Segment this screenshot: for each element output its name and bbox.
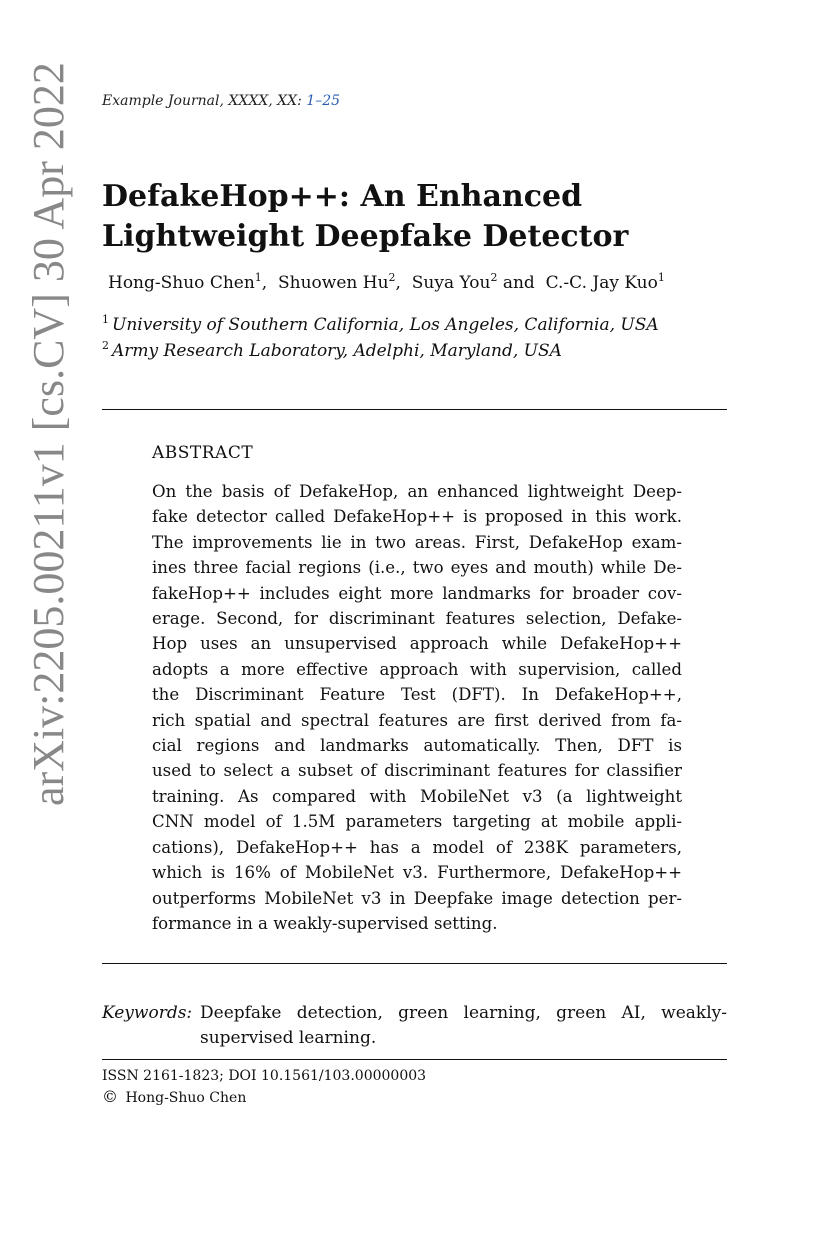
abstract-line: rich spatial and spectral features are first derived from fa-: [152, 710, 682, 730]
abstract-line: the Discriminant Feature Test (DFT). In DefakeHop++,: [152, 685, 682, 705]
abstract-line: ines three facial regions (i.e., two eyes and mouth) while De-: [152, 558, 682, 578]
keywords-label: Keywords:: [102, 1003, 193, 1023]
abstract-line: erage. Second, for discriminant features selection, Defake-: [152, 609, 682, 629]
issn-doi: ISSN 2161-1823; DOI 10.1561/103.00000003: [102, 1068, 427, 1084]
divider-top: [102, 409, 727, 410]
copyright-holder: Hong-Shuo Chen: [125, 1090, 247, 1106]
abstract-line: fake detector called DefakeHop++ is proposed in this work.: [152, 507, 682, 527]
title-line-2: Lightweight Deepfake Detector: [102, 219, 629, 254]
copyright-line: [102, 1087, 246, 1106]
affiliation-2: [102, 339, 562, 361]
title-line-1: DefakeHop++: An Enhanced: [102, 179, 583, 214]
page-range-link[interactable]: 1–25: [306, 93, 341, 109]
abstract-line: outperforms MobileNet v3 in Deepfake image detection per-: [152, 888, 682, 908]
keywords-line-2: supervised learning.: [200, 1028, 377, 1048]
abstract-line: adopts a more effective approach with supervision, called: [152, 659, 682, 679]
author-affil-mark: 2: [388, 271, 396, 284]
affiliation-text: Army Research Laboratory, Adelphi, Maryland, USA: [112, 341, 562, 361]
abstract-line: Hop uses an unsupervised approach while DefakeHop++: [152, 634, 682, 654]
author-affil-mark: 1: [254, 271, 262, 284]
affiliation-1: [102, 313, 659, 335]
abstract-line: used to select a subset of discriminant features for classifier: [152, 761, 682, 781]
journal-header: [102, 93, 340, 109]
abstract-line: which is 16% of MobileNet v3. Furthermore, DefakeHop++: [152, 863, 682, 883]
abstract-line: fakeHop++ includes eight more landmarks for broader cov-: [152, 583, 682, 603]
abstract-body: [152, 479, 682, 936]
author-name: C.-C. Jay Kuo: [545, 273, 658, 293]
abstract-line: training. As compared with MobileNet v3 (a lightweight: [152, 786, 682, 806]
author-affil-mark: 1: [657, 271, 665, 284]
paper-title: [102, 177, 742, 257]
abstract-line: cations), DefakeHop++ has a model of 238K parameters,: [152, 837, 682, 857]
author-affil-mark: 2: [490, 271, 498, 284]
abstract-line: The improvements lie in two areas. First, DefakeHop exam-: [152, 532, 682, 552]
abstract-line: cial regions and landmarks automatically. Then, DFT is: [152, 736, 682, 756]
divider-middle: [102, 963, 727, 964]
author-name: Suya You: [411, 273, 491, 293]
keywords-line-1: Deepfake detection, green learning, green AI, weakly-: [200, 1003, 727, 1023]
author-name: Shuowen Hu: [278, 273, 389, 293]
divider-bottom: [102, 1059, 727, 1060]
abstract-line: CNN model of 1.5M parameters targeting at mobile appli-: [152, 812, 682, 832]
abstract-line: formance in a weakly-supervised setting.: [152, 913, 498, 933]
abstract-line: On the basis of DefakeHop, an enhanced lightweight Deep-: [152, 482, 682, 501]
abstract-heading: ABSTRACT: [152, 443, 254, 463]
author-name: Hong-Shuo Chen: [108, 273, 255, 293]
copyright-icon: ©: [102, 1087, 118, 1106]
affiliation-mark: 2: [102, 339, 109, 352]
arxiv-side-stamp: arXiv:2205.00211v1 [cs.CV] 30 Apr 2022: [24, 62, 73, 806]
author-connector: and: [502, 273, 535, 293]
journal-name: Example Journal, XXXX, XX:: [102, 93, 302, 109]
affiliation-mark: 1: [102, 313, 109, 326]
author-list: Hong-Shuo Chen$^1$, Shuowen Hu$^2$, Suya You$^2$ and C.-C. Jay Kuo$^1$: [108, 271, 665, 293]
affiliation-text: University of Southern California, Los Angeles, California, USA: [112, 315, 659, 335]
